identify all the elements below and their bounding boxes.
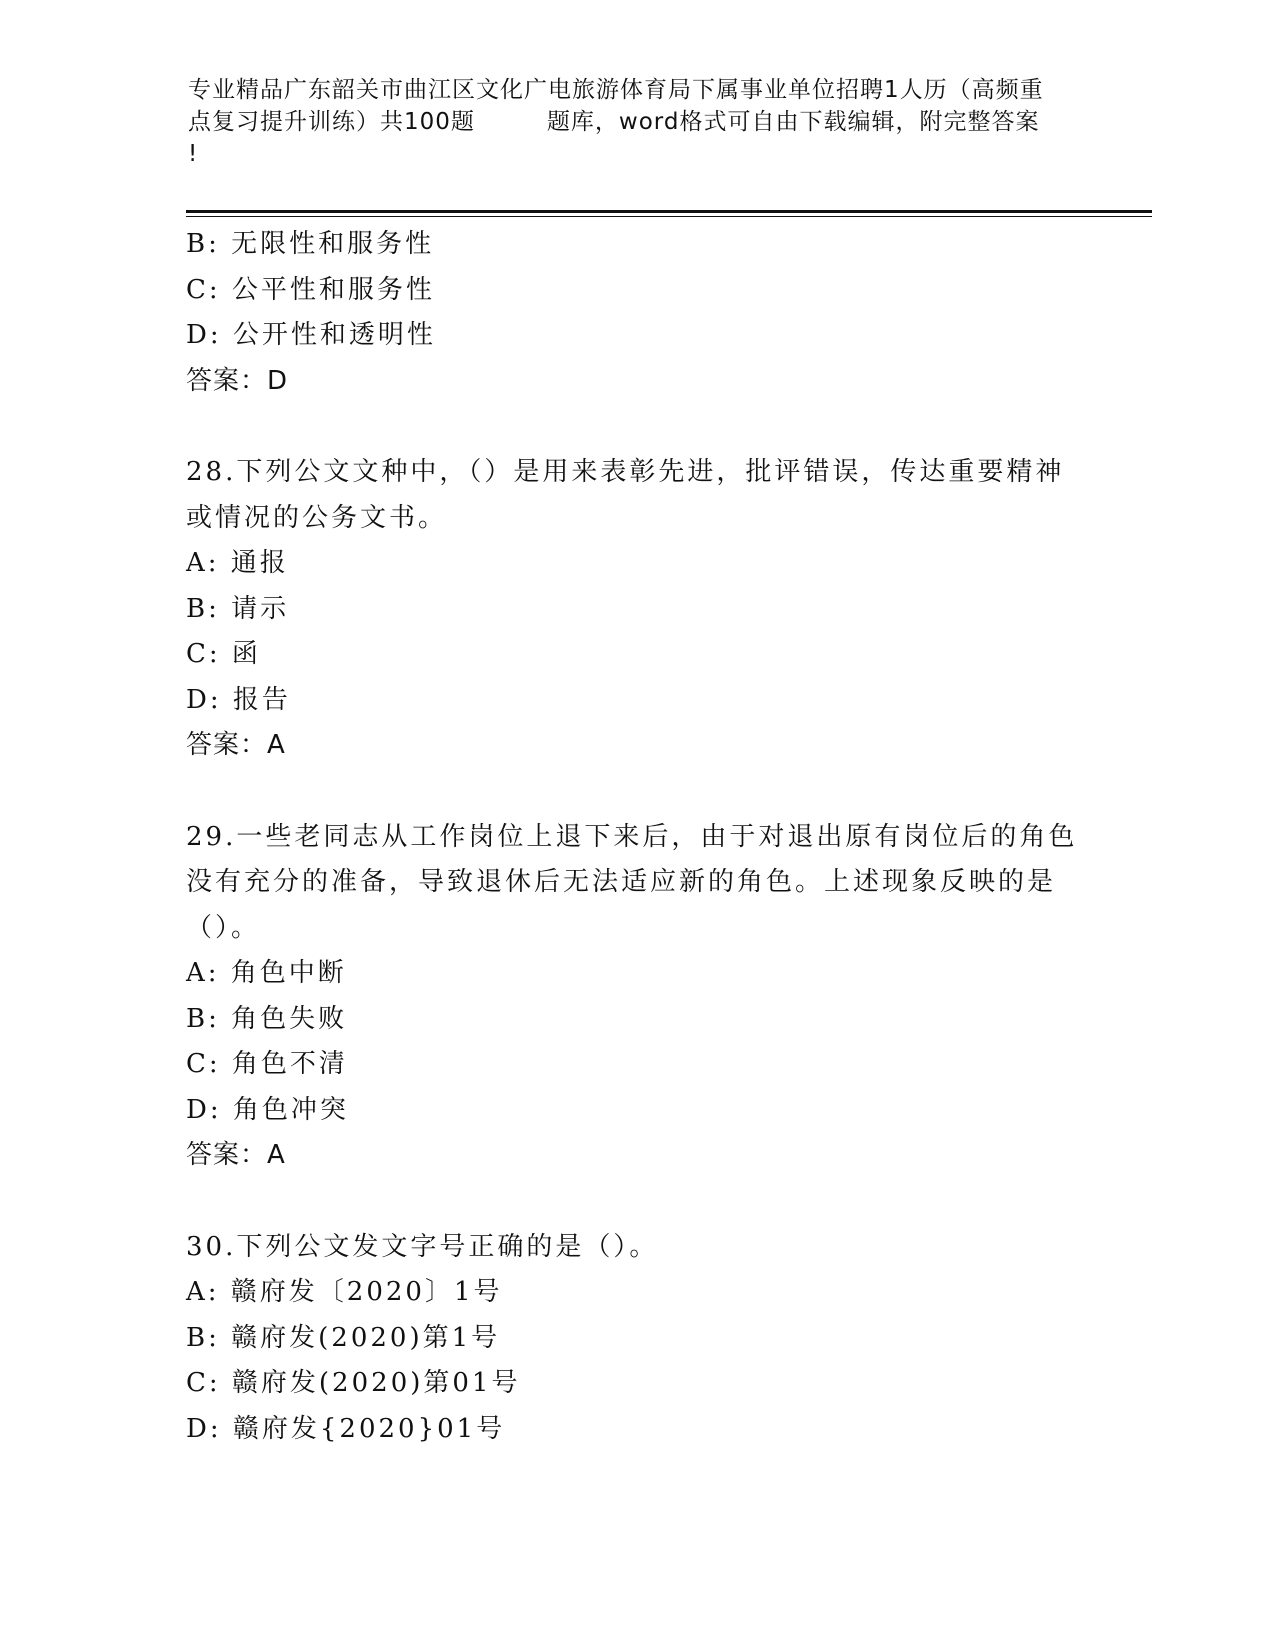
option-d: D: 公开性和透明性 <box>186 320 436 350</box>
header-line-2 <box>188 106 1088 138</box>
option-a: A: 角色中断 <box>186 958 347 988</box>
question-text-line: 没有充分的准备，导致退休后无法适应新的角色。上述现象反映的是 <box>186 867 1057 897</box>
previous-question-block <box>186 222 1086 404</box>
option-a: A: 通报 <box>186 548 289 578</box>
header-line-1: 专业精品广东韶关市曲江区文化广电旅游体育局下属事业单位招聘1人历（高频重 <box>188 77 1044 103</box>
answer-line: 答案：D <box>186 365 289 396</box>
option-d: D: 报告 <box>186 684 291 715</box>
option-b: B: 角色失败 <box>186 1003 348 1034</box>
question-text-line: 30.下列公文发文字号正确的是（）。 <box>186 1231 659 1262</box>
option-c: C: 公平性和服务性 <box>186 274 435 305</box>
question-28 <box>186 450 1086 769</box>
option-d: D: 角色冲突 <box>186 1094 349 1125</box>
question-text-line: 或情况的公务文书。 <box>186 502 448 533</box>
header-line-2-part-a: 点复习提升训练）共100题 <box>188 109 475 135</box>
question-text-line: 28.下列公文文种中，（）是用来表彰先进，批评错误，传达重要精神 <box>186 457 1065 487</box>
option-c: C: 角色不清 <box>186 1049 348 1079</box>
option-b: B: 无限性和服务性 <box>186 229 435 259</box>
header-line-2-part-b: 题库，word格式可自由下载编辑，附完整答案 <box>546 109 1040 135</box>
option-b: B: 赣府发(2020)第1号 <box>186 1322 501 1353</box>
header-divider-thick <box>186 210 1152 213</box>
option-c: C: 函 <box>186 639 261 669</box>
answer-line: 答案：A <box>186 1140 286 1170</box>
answer-line: 答案：A <box>186 730 286 760</box>
document-header <box>188 74 1088 170</box>
option-c: C: 赣府发(2020)第01号 <box>186 1368 521 1398</box>
question-30 <box>186 1225 1086 1453</box>
question-content <box>186 222 1086 1452</box>
header-divider-thin <box>186 216 1152 217</box>
question-text-line: （）。 <box>186 912 261 943</box>
question-29 <box>186 815 1086 1179</box>
option-b: B: 请示 <box>186 593 290 624</box>
header-line-3: ! <box>188 141 199 167</box>
option-d: D: 赣府发{2020}01号 <box>186 1413 506 1444</box>
option-a: A: 赣府发〔2020〕1号 <box>186 1277 503 1307</box>
question-text-line: 29.一些老同志从工作岗位上退下来后，由于对退出原有岗位后的角色 <box>186 821 1078 852</box>
